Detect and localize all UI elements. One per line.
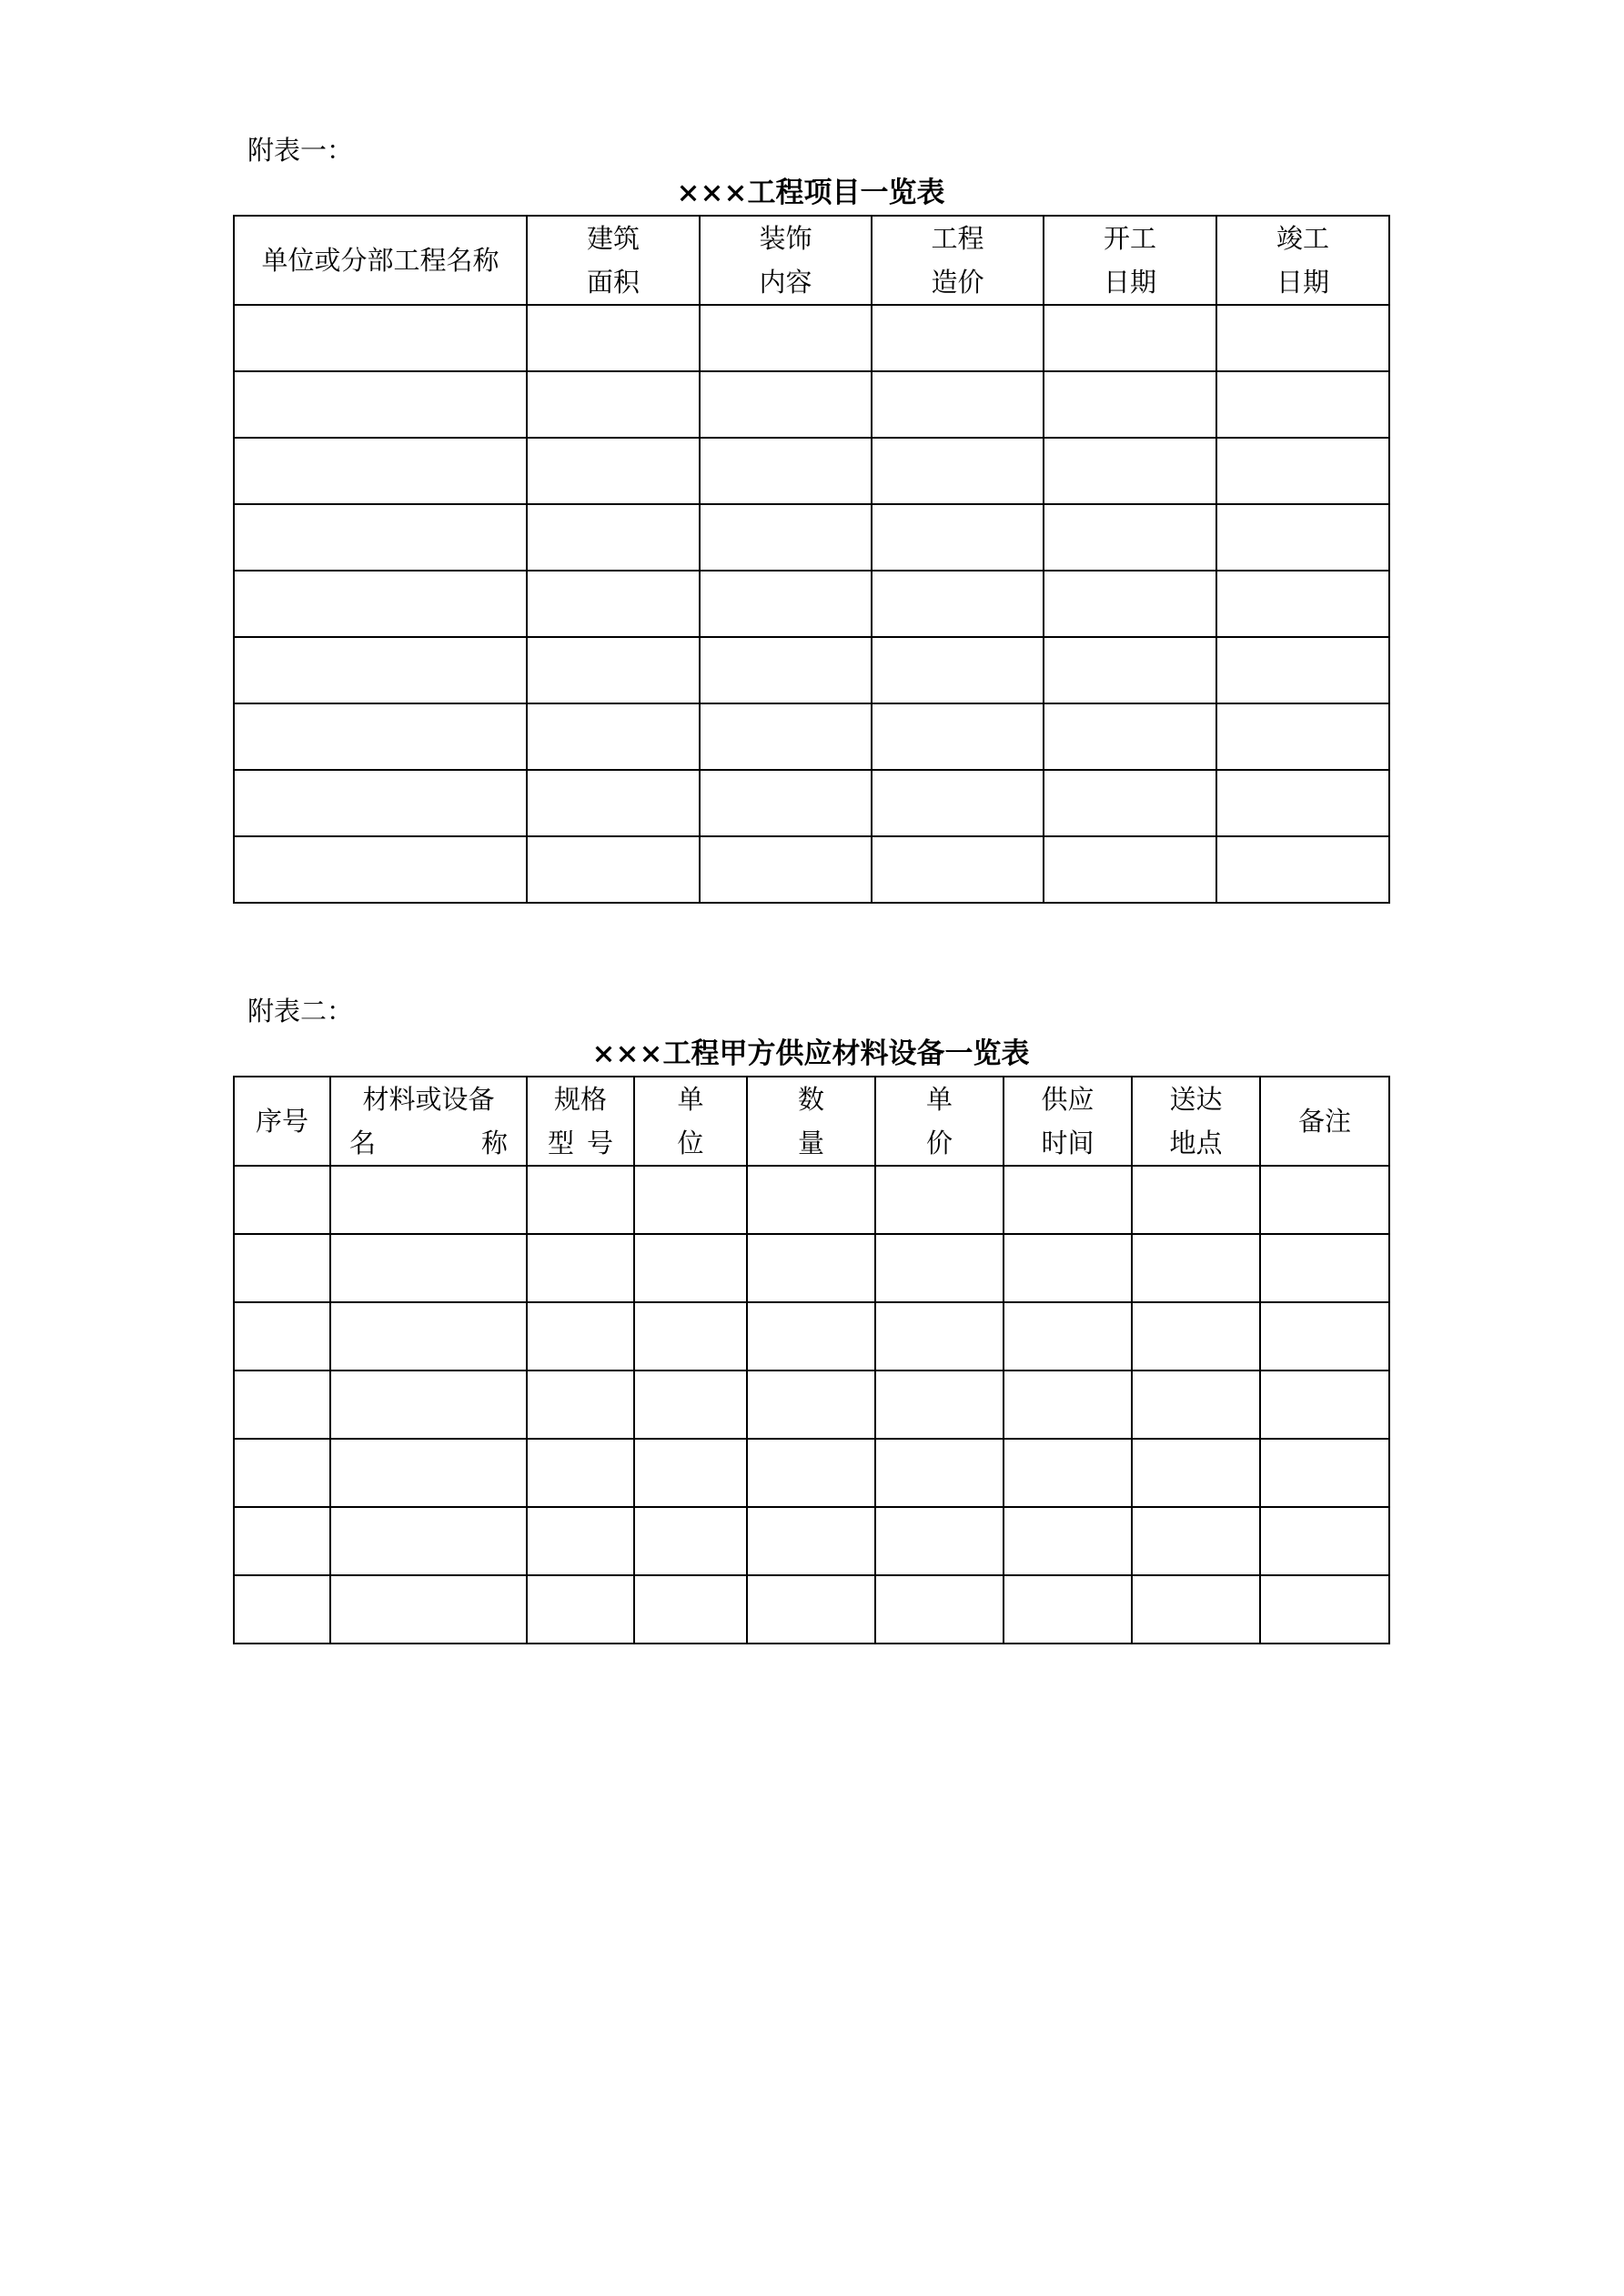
table1-data-row [234,836,1389,903]
table2-data-cell [875,1234,1004,1302]
table2-data-cell [1132,1166,1260,1234]
table2-data-cell [527,1507,634,1575]
table2-data-cell [1260,1234,1389,1302]
table1-data-cell [527,637,700,703]
table1-data-cell [1044,637,1216,703]
table2-data-cell [1004,1234,1132,1302]
table2-data-cell [1132,1234,1260,1302]
table2-data-cell [1004,1166,1132,1234]
material-supply-table [233,1076,1390,1644]
header-decoration-content: 装饰 内容 [700,216,872,305]
table2-data-cell [234,1234,330,1302]
table1-data-cell [527,836,700,903]
table1-data-cell [527,438,700,504]
table1-data-cell [700,703,872,770]
table2-data-cell [1260,1439,1389,1507]
table1-data-cell [872,305,1044,371]
header-start-date: 开工 日期 [1044,216,1216,305]
table1-data-cell [527,504,700,571]
table1-data-cell [700,836,872,903]
table1-data-cell [1044,571,1216,637]
table2-data-row [234,1234,1389,1302]
table1-data-cell [872,836,1044,903]
table2-data-cell [875,1439,1004,1507]
table1-data-row [234,504,1389,571]
table2-data-cell [747,1439,875,1507]
table2-data-cell [747,1507,875,1575]
table1-data-cell [234,770,527,836]
table1-data-cell [234,438,527,504]
table1-data-cell [527,571,700,637]
table1-data-cell [1044,703,1216,770]
table1-data-cell [1216,770,1389,836]
table1-data-cell [234,836,527,903]
table1-data-cell [1216,438,1389,504]
table1-data-cell [700,571,872,637]
table1-data-cell [1044,305,1216,371]
header-supply-time: 供应 时间 [1004,1077,1132,1166]
table2-data-cell [634,1166,747,1234]
table2-data-cell [747,1371,875,1439]
table2-data-cell [234,1575,330,1644]
table2-data-cell [234,1507,330,1575]
table2-data-cell [747,1302,875,1371]
table2-data-cell [1004,1439,1132,1507]
table2-data-cell [527,1575,634,1644]
table2-data-cell [527,1302,634,1371]
header-serial-number: 序号 [234,1077,330,1166]
table1-data-cell [700,504,872,571]
table2-data-row [234,1575,1389,1644]
table1-data-cell [234,637,527,703]
table2-data-cell [527,1439,634,1507]
table1-data-cell [1044,836,1216,903]
table2-data-cell [875,1507,1004,1575]
table2-data-cell [330,1507,527,1575]
table2-data-cell [234,1302,330,1371]
table1-data-cell [700,770,872,836]
table1-data-cell [1044,371,1216,438]
table1-data-cell [234,703,527,770]
table2-data-cell [330,1371,527,1439]
header-unit-name: 单位或分部工程名称 [234,216,527,305]
table2-data-cell [330,1302,527,1371]
table2-data-cell [1260,1371,1389,1439]
table1-data-cell [872,571,1044,637]
table1-data-cell [872,703,1044,770]
table1-data-cell [527,770,700,836]
table1-data-cell [700,438,872,504]
table2-header-row [234,1077,1389,1166]
header-unit-price: 单 价 [875,1077,1004,1166]
table2-data-cell [634,1234,747,1302]
table2-data-cell [527,1371,634,1439]
table1-data-row [234,305,1389,371]
table2-data-cell [1260,1575,1389,1644]
table2-data-cell [330,1439,527,1507]
table2-data-cell [1132,1371,1260,1439]
table1-data-cell [872,637,1044,703]
table2-data-cell [1260,1302,1389,1371]
header-delivery-location: 送达 地点 [1132,1077,1260,1166]
table1-data-cell [234,571,527,637]
table1-data-cell [527,703,700,770]
table1-data-row [234,703,1389,770]
table1-data-cell [1216,305,1389,371]
table2-label: 附表二： [247,996,354,1027]
header-remarks: 备注 [1260,1077,1389,1166]
table2-data-cell [330,1234,527,1302]
table2-data-cell [634,1439,747,1507]
header-completion-date: 竣工 日期 [1216,216,1389,305]
table1-data-cell [234,305,527,371]
table2-data-cell [875,1302,1004,1371]
table1-data-cell [700,637,872,703]
table1-data-cell [700,371,872,438]
table1-data-row [234,770,1389,836]
table2-data-cell [234,1166,330,1234]
table1-data-cell [234,504,527,571]
table2-data-cell [747,1166,875,1234]
table2-data-cell [527,1166,634,1234]
table2-title: ×××工程甲方供应材料设备一览表 [591,1037,1030,1070]
table1-label: 附表一： [247,135,354,166]
project-list-table [233,215,1390,904]
table1-data-cell [527,305,700,371]
table2-data-row [234,1507,1389,1575]
table1-data-row [234,371,1389,438]
table2-data-cell [875,1575,1004,1644]
table1-data-cell [1044,770,1216,836]
table2-data-cell [875,1371,1004,1439]
table2-data-cell [330,1166,527,1234]
table1-data-cell [1044,438,1216,504]
table1-header-row [234,216,1389,305]
table1-data-row [234,571,1389,637]
table1-title: ×××工程项目一览表 [676,177,945,209]
table2-data-cell [1004,1507,1132,1575]
table2-data-cell [1004,1371,1132,1439]
header-specification: 规格 型 号 [527,1077,634,1166]
table2-data-cell [234,1439,330,1507]
table1-data-cell [527,371,700,438]
table2-data-cell [1260,1507,1389,1575]
header-building-area: 建筑 面积 [527,216,700,305]
table2-data-cell [1260,1166,1389,1234]
table1-data-cell [872,371,1044,438]
table2-data-cell [634,1507,747,1575]
table2-data-cell [1132,1439,1260,1507]
table1-data-cell [1216,703,1389,770]
header-project-cost: 工程 造价 [872,216,1044,305]
table1-data-cell [1216,637,1389,703]
table1-data-cell [234,371,527,438]
table1-data-cell [872,770,1044,836]
table2-data-cell [634,1575,747,1644]
table2-data-cell [634,1302,747,1371]
table2-data-cell [634,1371,747,1439]
table2-data-cell [330,1575,527,1644]
table1-data-row [234,438,1389,504]
table2-data-cell [1004,1302,1132,1371]
table2-data-cell [747,1575,875,1644]
table1-data-cell [1216,836,1389,903]
table2-data-cell [1132,1302,1260,1371]
table2-data-cell [234,1371,330,1439]
table1-data-cell [1216,504,1389,571]
table2-data-row [234,1166,1389,1234]
table2-data-cell [1132,1575,1260,1644]
table1-data-cell [1216,571,1389,637]
table2-data-row [234,1371,1389,1439]
table1-data-cell [700,305,872,371]
table1-data-cell [872,438,1044,504]
table2-data-row [234,1302,1389,1371]
table1-data-cell [1216,371,1389,438]
table2-data-cell [875,1166,1004,1234]
table2-data-cell [1004,1575,1132,1644]
table2-data-row [234,1439,1389,1507]
table1-data-row [234,637,1389,703]
header-material-name: 材料或设备 名 称 [330,1077,527,1166]
header-unit: 单 位 [634,1077,747,1166]
table2-data-cell [1132,1507,1260,1575]
table1-data-cell [1044,504,1216,571]
header-quantity: 数 量 [747,1077,875,1166]
table2-data-cell [747,1234,875,1302]
table1-data-cell [872,504,1044,571]
table2-data-cell [527,1234,634,1302]
